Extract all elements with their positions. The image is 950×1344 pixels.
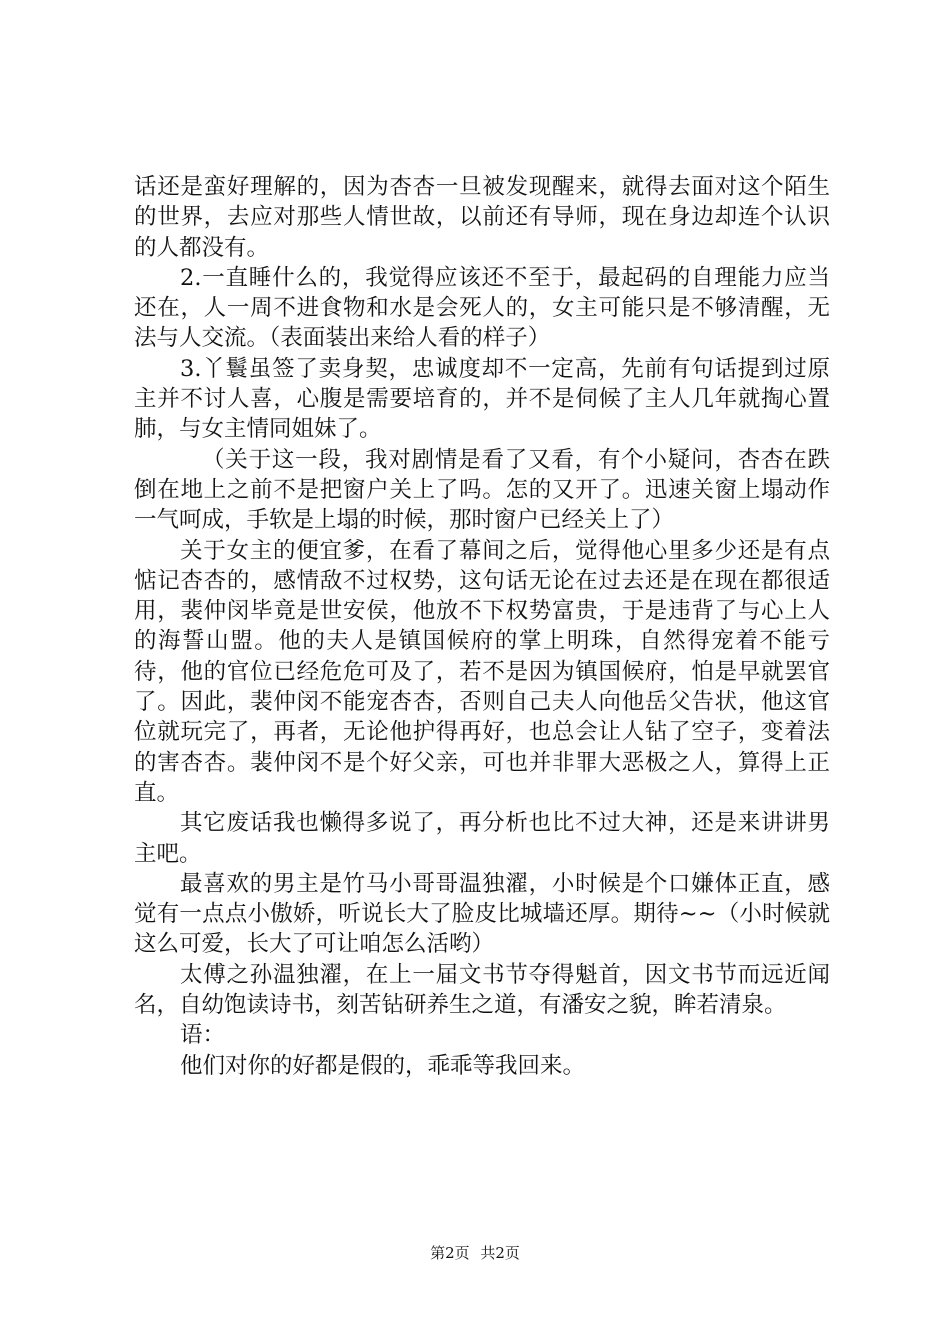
paragraph-7: 最喜欢的男主是竹马小哥哥温独濯，小时候是个口嫌体正直，感觉有一点点小傲娇，听说长大了脸皮比城墙还厚。期待~~（小时候就这么可爱，长大了可让咱怎么活哟） (134, 870, 830, 958)
paragraph-2: 2.一直睡什么的，我觉得应该还不至于，最起码的自理能力应当还在，人一周不进食物和水是会死人的，女主可能只是不够清醒，无法与人交流。（表面装出来给人看的样子） (134, 264, 830, 352)
paragraph-5: 关于女主的便宜爹，在看了幕间之后，觉得他心里多少还是有点惦记杏杏的，感情敌不过权势，这句话无论在过去还是在现在都很适用，裴仲闵毕竟是世安侯，他放不下权势富贵，于是违背了与心上人的海誓山盟。他的夫人是镇国候府的掌上明珠，自然得宠着不能亏待，他的官位已经危危可及了，若不是因为镇国候府，怕是早就罢官了。因此，裴仲闵不能宠杏杏，否则自己夫人向他岳父告状，他这官位就玩完了，再者，无论他护得再好，也总会让人钻了空子，变着法的害杏杏。裴仲闵不是个好父亲，可也并非罪大恶极之人，算得上正直。 (134, 537, 830, 806)
page-total: 共2页 (480, 1244, 520, 1262)
paragraph-10: 他们对你的好都是假的，乖乖等我回来。 (180, 1052, 586, 1079)
paragraph-6: 其它废话我也懒得多说了，再分析也比不过大神，还是来讲讲男主吧。 (134, 810, 830, 867)
document-body (134, 172, 830, 1081)
paragraph-1: 话还是蛮好理解的，因为杏杏一旦被发现醒来，就得去面对这个陌生的世界，去应对那些人情世故，以前还有导师，现在身边却连个认识的人都没有。 (134, 174, 830, 261)
paragraph-3: 3.丫鬟虽签了卖身契，忠诚度却不一定高，先前有句话提到过原主并不讨人喜，心腹是需要培育的，并不是伺候了主人几年就掏心置肺，与女主情同姐妹了。 (134, 355, 830, 443)
paragraph-8: 太傅之孙温独濯，在上一届文书节夺得魁首，因文书节而远近闻名，自幼饱读诗书，刻苦钻研养生之道，有潘安之貌，眸若清泉。 (134, 961, 830, 1019)
paragraph-4: （关于这一段，我对剧情是看了又看，有个小疑问，杏杏在跌倒在地上之前不是把窗户关上了吗。怎的又开了。迅速关窗上塌动作一气呵成，手软是上塌的时候，那时窗户已经关上了） (134, 446, 830, 534)
page-footer (0, 1243, 950, 1263)
paragraph-9: 语： (180, 1022, 226, 1049)
page-number: 第2页 (430, 1244, 470, 1262)
